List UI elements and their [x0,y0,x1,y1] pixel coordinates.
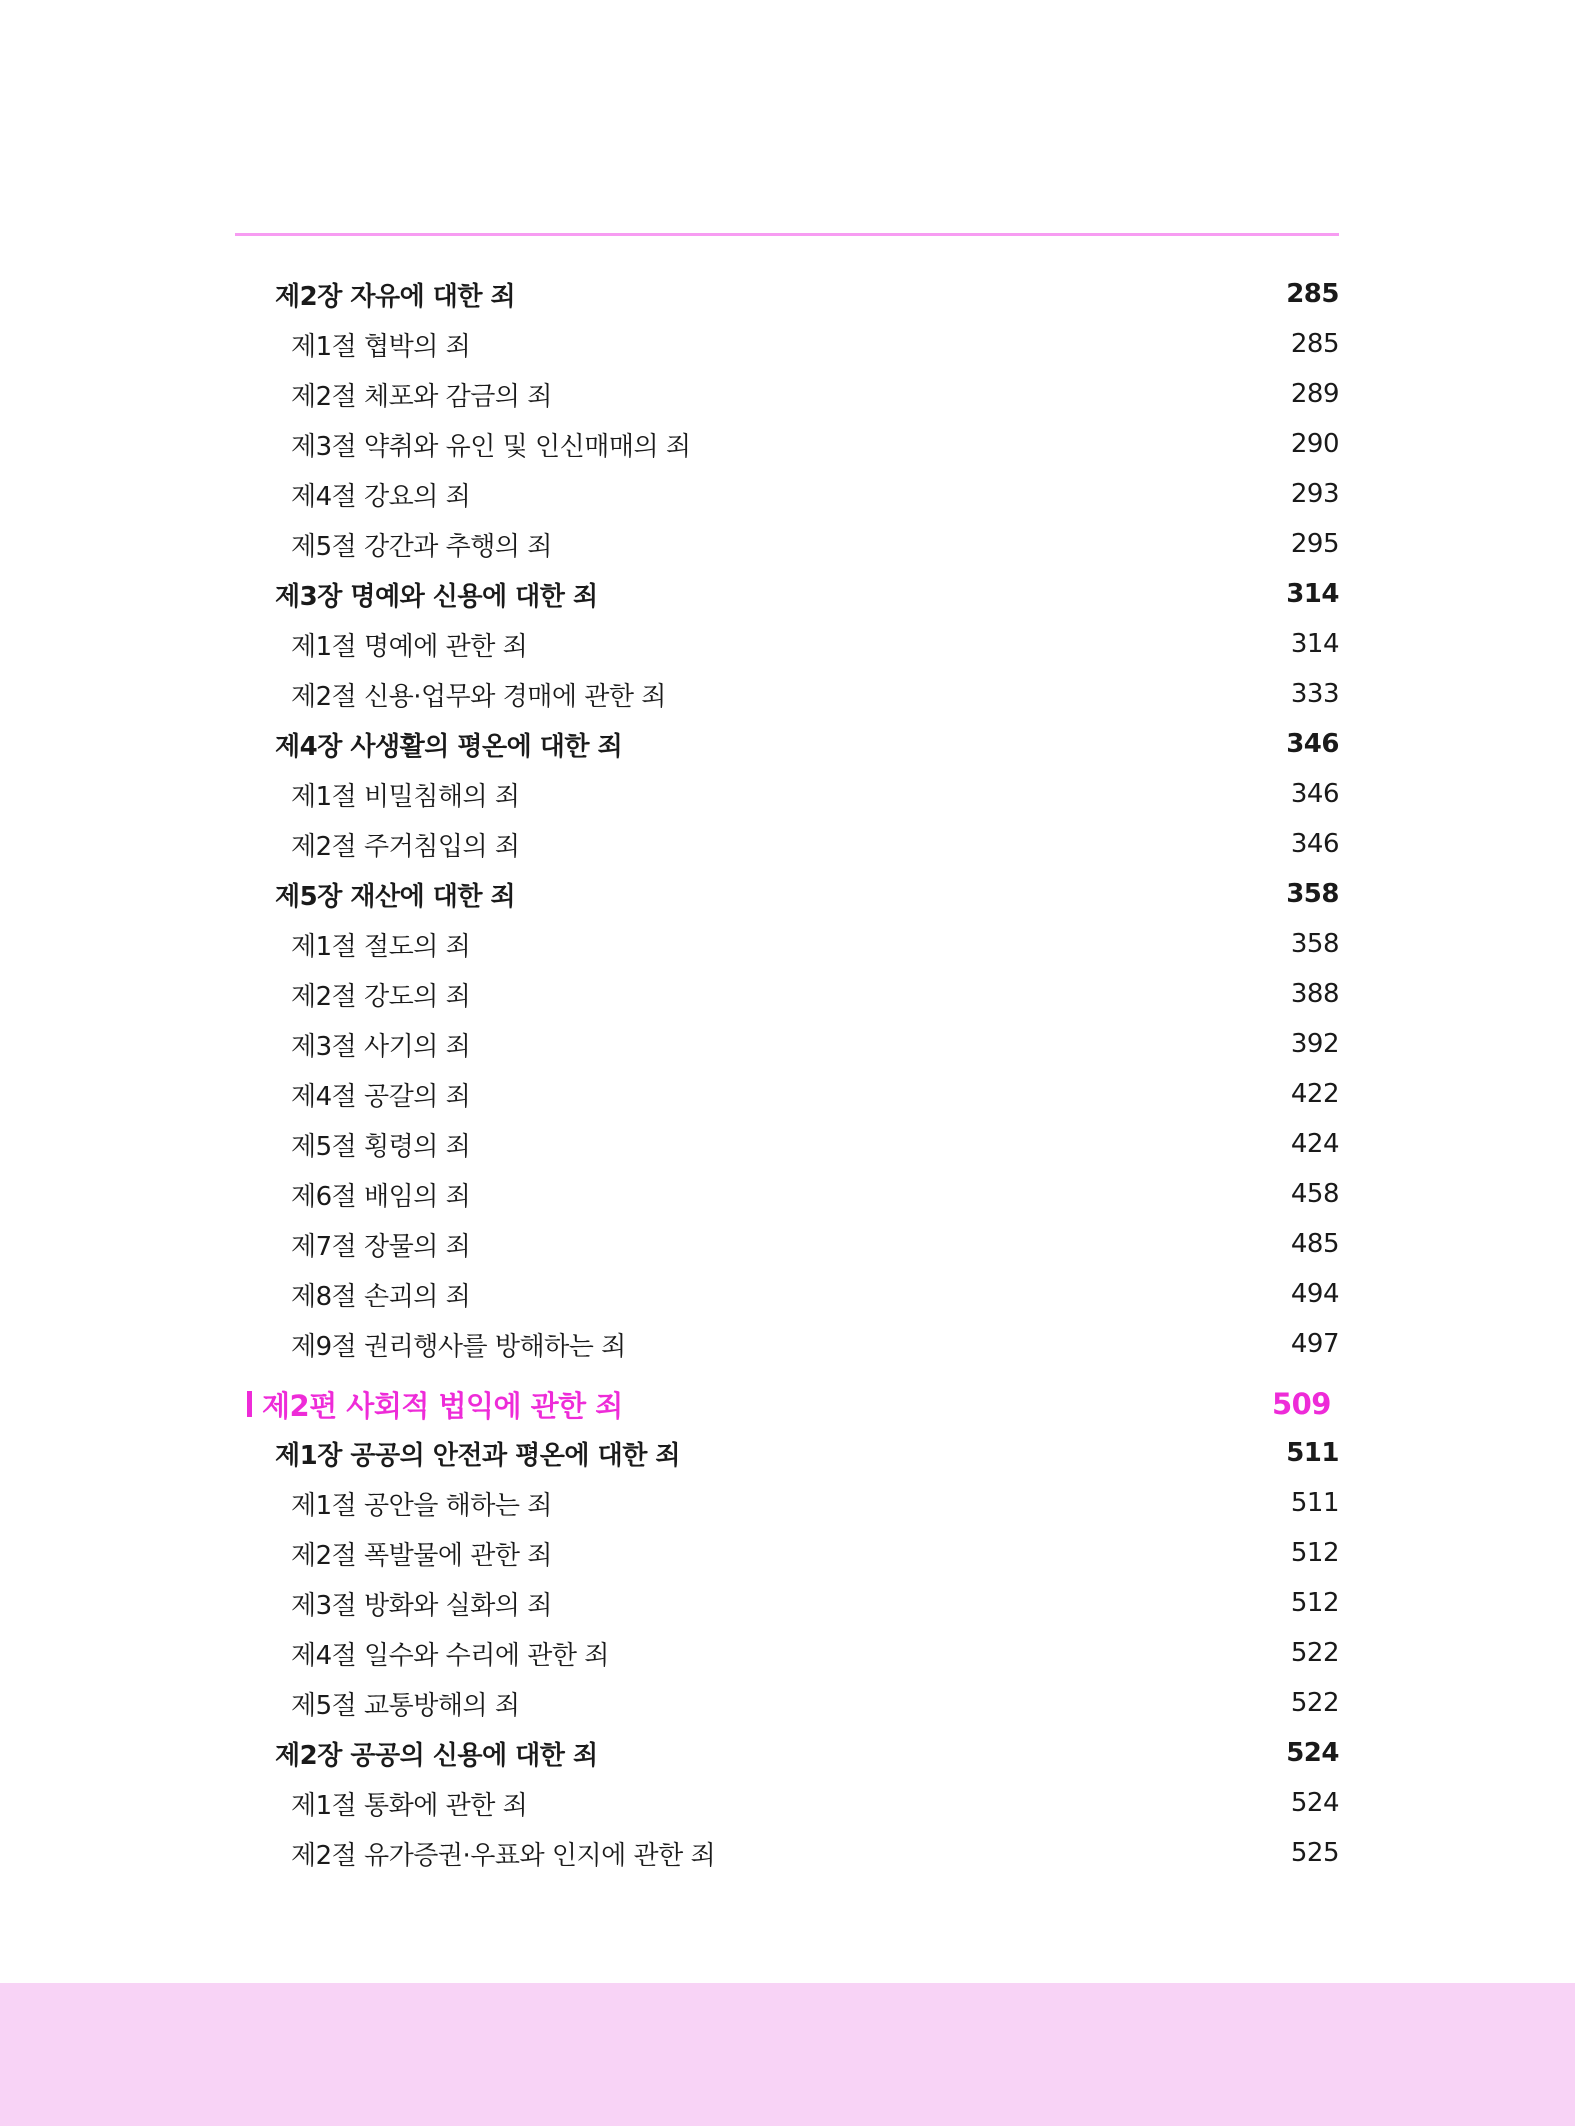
toc-part-row[interactable] [247,1379,1331,1429]
toc-entry-title: 제1절 협박의 죄 [291,331,471,362]
toc-entry-title: 제3장 명예와 신용에 대한 죄 [275,581,598,612]
toc-entry-title: 제3절 약취와 유인 및 인신매매의 죄 [291,431,691,462]
toc-entry-title-wrap [291,1585,552,1622]
toc-entry-title-wrap [291,1635,609,1672]
toc-section-row[interactable] [291,469,1339,519]
toc-entry-page-number: 485 [1290,1229,1339,1259]
toc-entry-page-number: 458 [1290,1179,1339,1209]
toc-entry-title: 제4장 사생활의 평온에 대한 죄 [275,731,623,762]
toc-entry-title: 제2절 신용·업무와 경매에 관한 죄 [291,681,666,712]
toc-entry-title-wrap [291,1176,470,1213]
toc-entry-title: 제2절 폭발물에 관한 죄 [291,1540,552,1571]
toc-entry-title: 제6절 배임의 죄 [291,1181,471,1212]
toc-entry-title: 제8절 손괴의 죄 [291,1281,471,1312]
toc-entry-title: 제5절 횡령의 죄 [291,1131,471,1162]
toc-entry-title: 제5장 재산에 대한 죄 [275,881,516,912]
toc-entry-title-wrap [275,276,515,313]
toc-entry-page-number: 522 [1290,1638,1339,1668]
toc-entry-title-wrap [291,626,527,663]
toc-entry-page-number: 494 [1290,1279,1339,1309]
toc-entry-title-wrap [291,776,520,813]
toc-entry-page-number: 285 [1290,329,1339,359]
toc-entry-title: 제2절 유가증권·우표와 인지에 관한 죄 [291,1840,716,1871]
toc-entry-title: 제2절 강도의 죄 [291,981,471,1012]
toc-entry-page-number: 522 [1290,1688,1339,1718]
toc-entry-title-wrap [291,1276,470,1313]
toc-entry-title-wrap [291,1535,552,1572]
toc-entry-page-number: 512 [1290,1588,1339,1618]
toc-entry-title-wrap [291,1835,715,1872]
toc-section-row[interactable] [291,619,1339,669]
toc-chapter-row[interactable] [275,269,1339,319]
toc-entry-title-wrap [291,1026,470,1063]
toc-entry-page-number: 424 [1290,1129,1339,1159]
toc-section-row[interactable] [291,1778,1339,1828]
toc-entry-page-number: 509 [1271,1387,1331,1421]
toc-entry-title: 제4절 강요의 죄 [291,481,471,512]
toc-entry-page-number: 524 [1286,1738,1339,1768]
toc-entry-title-wrap [275,876,515,913]
toc-section-row[interactable] [291,319,1339,369]
toc-entry-page-number: 525 [1290,1838,1339,1868]
part-marker-bar [247,1391,252,1417]
toc-section-row[interactable] [291,1478,1339,1528]
toc-entry-title: 제1절 통화에 관한 죄 [291,1790,528,1821]
toc-chapter-row[interactable] [275,569,1339,619]
toc-entry-page-number: 285 [1286,279,1339,309]
toc-section-row[interactable] [291,519,1339,569]
footer-band [0,1983,1575,2126]
toc-entry-page-number: 358 [1286,879,1339,909]
toc-entry-title-wrap [291,1226,470,1263]
toc-section-row[interactable] [291,769,1339,819]
toc-section-row[interactable] [291,919,1339,969]
toc-entry-page-number: 346 [1290,829,1339,859]
toc-entry-title: 제2장 자유에 대한 죄 [275,281,516,312]
toc-entry-title-wrap [291,826,520,863]
toc-entry-title: 제2장 공공의 신용에 대한 죄 [275,1740,598,1771]
toc-entry-title-wrap [247,1384,623,1425]
toc-entry-page-number: 392 [1290,1029,1339,1059]
toc-entry-title-wrap [291,476,470,513]
toc-section-row[interactable] [291,1169,1339,1219]
toc-entry-title: 제1절 공안을 해하는 죄 [291,1490,552,1521]
toc-entry-page-number: 511 [1286,1438,1339,1468]
toc-entry-page-number: 524 [1290,1788,1339,1818]
toc-section-row[interactable] [291,669,1339,719]
toc-entry-page-number: 314 [1286,579,1339,609]
toc-entry-page-number: 346 [1290,779,1339,809]
toc-entry-title: 제4절 일수와 수리에 관한 죄 [291,1640,609,1671]
toc-entry-title: 제4절 공갈의 죄 [291,1081,471,1112]
toc-entry-title-wrap [275,726,622,763]
toc-entry-page-number: 314 [1290,629,1339,659]
toc-entry-page-number: 358 [1290,929,1339,959]
toc-section-row[interactable] [291,1019,1339,1069]
toc-entry-title-wrap [275,1735,598,1772]
toc-entry-title: 제1절 절도의 죄 [291,931,471,962]
toc-entry-title: 제3절 방화와 실화의 죄 [291,1590,552,1621]
toc-chapter-row[interactable] [275,1728,1339,1778]
toc-section-row[interactable] [291,1578,1339,1628]
top-divider-rule [235,233,1339,236]
toc-entry-page-number: 295 [1290,529,1339,559]
toc-entry-title-wrap [291,976,470,1013]
toc-section-row[interactable] [291,1678,1339,1728]
toc-entry-page-number: 289 [1290,379,1339,409]
toc-section-row[interactable] [291,1069,1339,1119]
toc-chapter-row[interactable] [275,1428,1339,1478]
toc-entry-page-number: 333 [1290,679,1339,709]
toc-chapter-row[interactable] [275,869,1339,919]
toc-entry-title: 제2절 주거침입의 죄 [291,831,520,862]
toc-entry-title-wrap [275,1435,680,1472]
toc-entry-title-wrap [291,1076,470,1113]
toc-entry-title: 제1절 명예에 관한 죄 [291,631,528,662]
toc-section-row[interactable] [291,1219,1339,1269]
toc-entry-title: 제7절 장물의 죄 [291,1231,471,1262]
toc-section-row[interactable] [291,1628,1339,1678]
toc-section-row[interactable] [291,819,1339,869]
toc-section-row[interactable] [291,419,1339,469]
toc-entry-title: 제5절 강간과 추행의 죄 [291,531,552,562]
toc-entry-title: 제2편 사회적 법익에 관한 죄 [262,1388,623,1423]
toc-entry-title: 제5절 교통방해의 죄 [291,1690,520,1721]
toc-entry-title: 제1장 공공의 안전과 평온에 대한 죄 [275,1440,680,1471]
toc-entry-page-number: 512 [1290,1538,1339,1568]
toc-entry-page-number: 290 [1290,429,1339,459]
toc-entry-title-wrap [291,526,552,563]
toc-entry-page-number: 511 [1290,1488,1339,1518]
toc-entry-title: 제2절 체포와 감금의 죄 [291,381,552,412]
toc-entry-title-wrap [291,1685,520,1722]
toc-section-row[interactable] [291,1319,1339,1369]
toc-entry-page-number: 346 [1286,729,1339,759]
toc-section-row[interactable] [291,1528,1339,1578]
toc-entry-title: 제9절 권리행사를 방해하는 죄 [291,1331,626,1362]
toc-entry-title-wrap [291,676,666,713]
toc-entry-title-wrap [275,576,598,613]
toc-entry-title: 제3절 사기의 죄 [291,1031,471,1062]
toc-entry-page-number: 388 [1290,979,1339,1009]
toc-section-row[interactable] [291,1269,1339,1319]
toc-section-row[interactable] [291,1119,1339,1169]
toc-entry-title-wrap [291,926,470,963]
toc-section-row[interactable] [291,1828,1339,1878]
toc-entry-title: 제1절 비밀침해의 죄 [291,781,520,812]
toc-section-row[interactable] [291,969,1339,1019]
toc-entry-page-number: 422 [1290,1079,1339,1109]
toc-entry-title-wrap [291,376,552,413]
toc-entry-page-number: 293 [1290,479,1339,509]
toc-entry-title-wrap [291,1326,626,1363]
toc-chapter-row[interactable] [275,719,1339,769]
toc-entry-title-wrap [291,1126,470,1163]
toc-section-row[interactable] [291,369,1339,419]
toc-entry-page-number: 497 [1290,1329,1339,1359]
toc-entry-title-wrap [291,326,470,363]
toc-entry-title-wrap [291,1485,552,1522]
toc-entry-title-wrap [291,426,691,463]
toc-entry-title-wrap [291,1785,527,1822]
